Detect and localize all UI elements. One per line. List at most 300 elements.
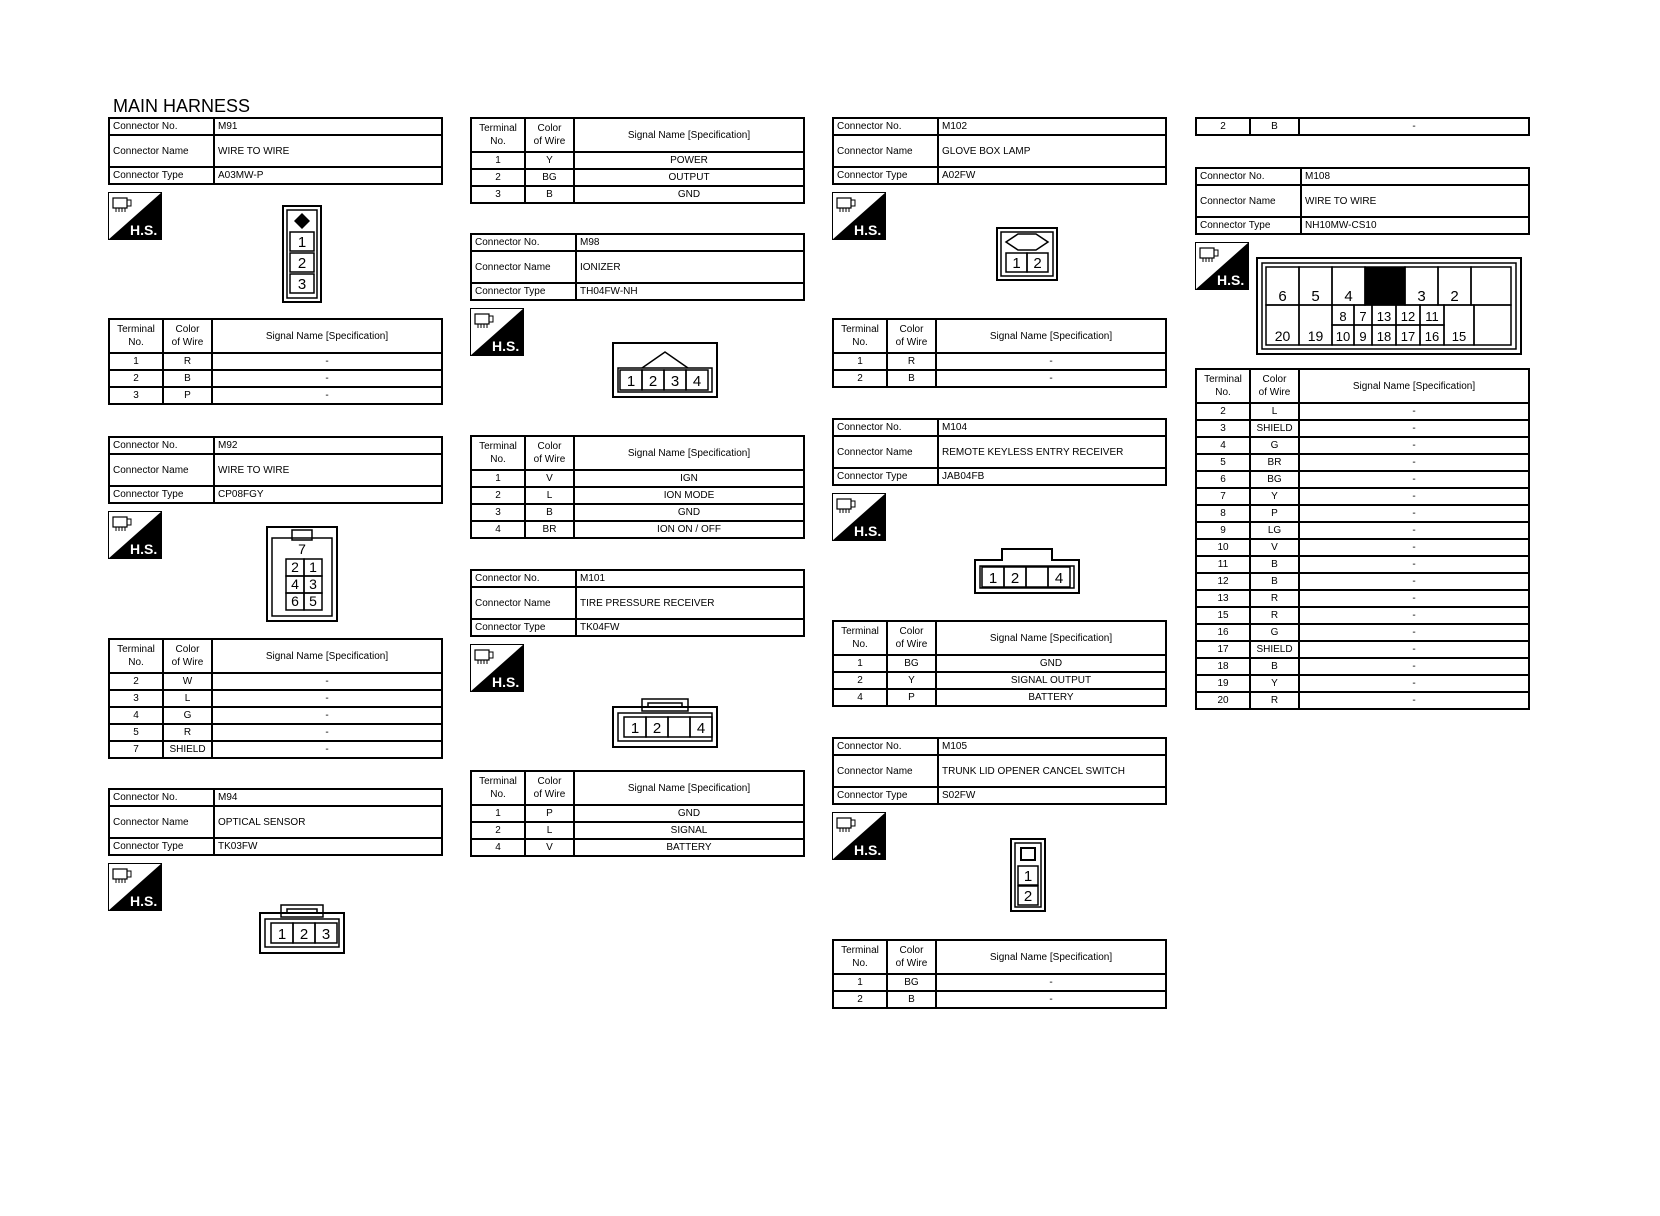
terminal-no-header: Terminal No. — [471, 436, 525, 470]
terminal-no-header: Terminal No. — [1196, 369, 1250, 403]
terminal-no-cell: 4 — [833, 689, 887, 706]
keyway-icon — [642, 352, 688, 368]
pin-label: 4 — [291, 576, 299, 592]
harness-side-icon — [108, 192, 162, 240]
pin-label: 2 — [1023, 888, 1033, 905]
connector-name-label: Connector Name — [833, 135, 938, 167]
harness-side-icon — [470, 308, 524, 356]
wire-color-cell: L — [163, 690, 212, 707]
signal-name-cell: - — [212, 387, 442, 404]
color-of-wire-header: Color of Wire — [887, 621, 936, 655]
pin-label: 2 — [297, 255, 307, 272]
table-row — [109, 741, 442, 758]
color-of-wire-header: Color of Wire — [525, 771, 574, 805]
table-row — [471, 487, 804, 504]
harness-side-icon — [108, 511, 162, 559]
signal-name-cell: - — [1299, 420, 1529, 437]
pin-cell — [1026, 567, 1048, 587]
signal-name-header: Signal Name [Specification] — [936, 621, 1166, 655]
wire-color-cell: B — [163, 370, 212, 387]
connector-type-label: Connector Type — [109, 167, 214, 184]
connector-no-label: Connector No. — [471, 570, 576, 587]
svg-text:H.S.: H.S. — [492, 338, 520, 354]
wire-color-cell: SHIELD — [1250, 641, 1299, 658]
signal-name-cell: - — [1299, 624, 1529, 641]
harness-side-icon — [108, 863, 162, 911]
connector-type-label: Connector Type — [1196, 217, 1301, 234]
signal-name-cell: - — [212, 724, 442, 741]
table-row — [1196, 437, 1529, 454]
keyway-icon — [294, 213, 310, 229]
pin-label: 4 — [696, 720, 706, 737]
terminal-no-cell: 2 — [833, 370, 887, 387]
signal-name-cell: - — [212, 690, 442, 707]
connector-no-value: M104 — [938, 419, 1166, 436]
table-row — [109, 387, 442, 404]
table-row — [471, 822, 804, 839]
wire-color-cell: B — [525, 186, 574, 203]
signal-name-cell: - — [1299, 454, 1529, 471]
terminal-no-cell: 6 — [1196, 471, 1250, 488]
wire-color-cell: G — [1250, 624, 1299, 641]
signal-name-cell: IGN — [574, 470, 804, 487]
terminal-no-cell: 1 — [833, 974, 887, 991]
terminal-no-cell: 2 — [471, 487, 525, 504]
terminal-no-cell: 2 — [109, 370, 163, 387]
color-of-wire-header: Color of Wire — [163, 639, 212, 673]
table-row — [833, 370, 1166, 387]
m104-info-table — [832, 418, 1167, 486]
pin-cell — [1471, 267, 1511, 305]
terminal-no-cell: 2 — [833, 991, 887, 1008]
signal-name-cell: - — [1299, 471, 1529, 488]
table-row — [471, 169, 804, 186]
pin-label: 1 — [1023, 868, 1033, 885]
wire-color-cell: B — [1250, 556, 1299, 573]
table-row — [1196, 590, 1529, 607]
terminal-no-cell: 1 — [109, 353, 163, 370]
terminal-no-cell: 3 — [109, 387, 163, 404]
table-row — [1196, 505, 1529, 522]
signal-name-cell: BATTERY — [936, 689, 1166, 706]
terminal-no-cell: 8 — [1196, 505, 1250, 522]
wire-color-cell: P — [525, 805, 574, 822]
terminal-no-cell: 4 — [471, 839, 525, 856]
terminal-no-cell: 12 — [1196, 573, 1250, 590]
terminal-no-header: Terminal No. — [833, 621, 887, 655]
wire-color-cell: SHIELD — [163, 741, 212, 758]
pin-label: 3 — [670, 373, 680, 390]
signal-name-cell: - — [1299, 641, 1529, 658]
signal-name-cell: - — [1299, 556, 1529, 573]
pin-label: 2 — [291, 559, 299, 575]
terminal-no-cell: 9 — [1196, 522, 1250, 539]
connector-type-label: Connector Type — [109, 486, 214, 503]
m91-info-table — [108, 117, 443, 185]
color-of-wire-header: Color of Wire — [525, 436, 574, 470]
terminal-no-cell: 1 — [471, 470, 525, 487]
connector-type-value: NH10MW-CS10 — [1301, 217, 1529, 234]
table-row — [1196, 641, 1529, 658]
connector-type-label: Connector Type — [471, 283, 576, 300]
connector-type-value: S02FW — [938, 787, 1166, 804]
wire-color-cell: G — [163, 707, 212, 724]
signal-name-cell: - — [212, 741, 442, 758]
wire-color-cell: B — [1250, 118, 1299, 135]
connector-name-label: Connector Name — [833, 436, 938, 468]
pin-label: 2 — [652, 720, 662, 737]
pin-label: 1 — [988, 570, 998, 587]
connector-name-value: WIRE TO WIRE — [214, 454, 442, 486]
pin-label: 7 — [298, 541, 306, 557]
signal-name-cell: - — [1299, 573, 1529, 590]
wire-color-cell: BR — [525, 521, 574, 538]
wire-color-cell: BG — [887, 974, 936, 991]
svg-text:H.S.: H.S. — [130, 893, 158, 909]
terminal-no-cell: 2 — [833, 672, 887, 689]
wire-color-cell: G — [1250, 437, 1299, 454]
m92-connector-face — [266, 526, 338, 622]
terminal-no-header: Terminal No. — [833, 940, 887, 974]
signal-name-cell: ION ON / OFF — [574, 521, 804, 538]
connector-no-value: M101 — [576, 570, 804, 587]
pin-label: 10 — [1335, 329, 1351, 344]
connector-name-label: Connector Name — [833, 755, 938, 787]
connector-name-label: Connector Name — [471, 587, 576, 619]
connector-no-label: Connector No. — [109, 789, 214, 806]
signal-name-cell: SIGNAL OUTPUT — [936, 672, 1166, 689]
table-row — [471, 521, 804, 538]
terminal-no-cell: 15 — [1196, 607, 1250, 624]
m108-info-table — [1195, 167, 1530, 235]
terminal-no-cell: 1 — [471, 805, 525, 822]
wire-color-cell: B — [525, 504, 574, 521]
signal-name-cell: - — [212, 673, 442, 690]
terminal-no-cell: 3 — [471, 186, 525, 203]
connector-name-value: WIRE TO WIRE — [214, 135, 442, 167]
connector-type-value: TK04FW — [576, 619, 804, 636]
wire-color-cell: P — [1250, 505, 1299, 522]
pin-label: 2 — [1010, 570, 1020, 587]
connector-name-value: IONIZER — [576, 251, 804, 283]
signal-name-cell: - — [936, 370, 1166, 387]
signal-name-cell: - — [936, 353, 1166, 370]
table-row — [1196, 420, 1529, 437]
pin-label: 12 — [1400, 309, 1416, 324]
connector-no-label: Connector No. — [833, 738, 938, 755]
table-row — [1196, 658, 1529, 675]
pin-label: 8 — [1339, 309, 1347, 324]
svg-text:H.S.: H.S. — [854, 842, 882, 858]
m101-info-table — [470, 569, 805, 637]
connector-no-label: Connector No. — [109, 437, 214, 454]
m102-info-table — [832, 117, 1167, 185]
pin-label: 5 — [309, 593, 317, 609]
terminal-no-cell: 4 — [1196, 437, 1250, 454]
wire-color-cell: Y — [525, 152, 574, 169]
signal-name-cell: - — [212, 370, 442, 387]
pin-label: 2 — [648, 373, 658, 390]
terminal-no-cell: 2 — [109, 673, 163, 690]
connector-type-label: Connector Type — [471, 619, 576, 636]
terminal-no-cell: 1 — [471, 152, 525, 169]
table-row — [471, 839, 804, 856]
m108-connector-face — [1256, 257, 1522, 355]
pin-label: 18 — [1376, 329, 1392, 344]
wire-color-cell: SHIELD — [1250, 420, 1299, 437]
color-of-wire-header: Color of Wire — [887, 319, 936, 353]
wire-color-cell: BG — [1250, 471, 1299, 488]
harness-side-icon — [832, 493, 886, 541]
connector-name-label: Connector Name — [109, 806, 214, 838]
table-row — [1196, 522, 1529, 539]
m108-terminal-table — [1195, 368, 1530, 710]
terminal-no-cell: 3 — [1196, 420, 1250, 437]
pin-label: 11 — [1425, 309, 1439, 324]
table-row — [109, 673, 442, 690]
table-row — [1196, 607, 1529, 624]
table-row — [471, 805, 804, 822]
signal-name-cell: SIGNAL — [574, 822, 804, 839]
pin-cell — [1474, 305, 1511, 345]
terminal-no-cell: 16 — [1196, 624, 1250, 641]
terminal-no-cell: 3 — [471, 504, 525, 521]
wire-color-cell: P — [163, 387, 212, 404]
pin-label: 20 — [1274, 328, 1291, 344]
terminal-no-cell: 2 — [1196, 118, 1250, 135]
wire-color-cell: L — [525, 487, 574, 504]
table-row — [1196, 539, 1529, 556]
connector-name-value: TIRE PRESSURE RECEIVER — [576, 587, 804, 619]
pin-label: 4 — [1054, 570, 1064, 587]
terminal-no-cell: 2 — [1196, 403, 1250, 420]
wire-color-cell: B — [887, 991, 936, 1008]
signal-name-header: Signal Name [Specification] — [212, 319, 442, 353]
page-title: MAIN HARNESS — [113, 96, 251, 116]
wire-color-cell: Y — [887, 672, 936, 689]
terminal-no-cell: 7 — [1196, 488, 1250, 505]
connector-type-label: Connector Type — [109, 838, 214, 855]
connector-no-label: Connector No. — [833, 419, 938, 436]
terminal-no-cell: 18 — [1196, 658, 1250, 675]
signal-name-cell: GND — [574, 504, 804, 521]
wire-color-cell: R — [163, 353, 212, 370]
pin-label: 2 — [1450, 288, 1459, 305]
terminal-no-header: Terminal No. — [833, 319, 887, 353]
svg-text:H.S.: H.S. — [492, 674, 520, 690]
wire-color-cell: B — [887, 370, 936, 387]
connector-no-label: Connector No. — [471, 234, 576, 251]
wire-color-cell: R — [887, 353, 936, 370]
m91-terminal-table — [108, 318, 443, 405]
connector-type-value: TK03FW — [214, 838, 442, 855]
pin-label: 3 — [309, 576, 317, 592]
m105-terminal-table — [832, 939, 1167, 1009]
m104-terminal-table — [832, 620, 1167, 707]
table-row — [833, 974, 1166, 991]
m104-connector-face — [974, 548, 1080, 594]
m94-connector-face — [259, 903, 345, 955]
table-row — [833, 353, 1166, 370]
connector-no-label: Connector No. — [109, 118, 214, 135]
svg-text:H.S.: H.S. — [854, 523, 882, 539]
terminal-no-header: Terminal No. — [109, 639, 163, 673]
m101-terminal-table — [470, 770, 805, 857]
wire-color-cell: R — [1250, 607, 1299, 624]
connector-no-value: M94 — [214, 789, 442, 806]
connector-no-value: M91 — [214, 118, 442, 135]
signal-name-header: Signal Name [Specification] — [936, 940, 1166, 974]
terminal-no-cell: 7 — [109, 741, 163, 758]
signal-name-cell: BATTERY — [574, 839, 804, 856]
signal-name-cell: - — [1299, 658, 1529, 675]
pin-label: 6 — [291, 593, 299, 609]
table-row — [833, 991, 1166, 1008]
wire-color-cell: V — [525, 839, 574, 856]
m92-info-table — [108, 436, 443, 504]
table-row — [1196, 118, 1529, 135]
wire-color-cell: R — [1250, 692, 1299, 709]
svg-text:H.S.: H.S. — [130, 222, 158, 238]
connector-name-label: Connector Name — [1196, 185, 1301, 217]
table-row — [471, 152, 804, 169]
terminal-no-cell: 3 — [109, 690, 163, 707]
signal-name-cell: - — [936, 974, 1166, 991]
harness-side-icon — [832, 192, 886, 240]
wire-color-cell: R — [1250, 590, 1299, 607]
connector-name-value: REMOTE KEYLESS ENTRY RECEIVER — [938, 436, 1166, 468]
signal-name-cell: - — [1299, 522, 1529, 539]
wire-color-cell: W — [163, 673, 212, 690]
terminal-no-cell: 20 — [1196, 692, 1250, 709]
pin-cell — [668, 717, 690, 737]
m101-connector-face — [612, 697, 718, 749]
wire-color-cell: V — [525, 470, 574, 487]
connector-no-value: M98 — [576, 234, 804, 251]
connector-type-value: A03MW-P — [214, 167, 442, 184]
terminal-no-cell: 13 — [1196, 590, 1250, 607]
signal-name-cell: OUTPUT — [574, 169, 804, 186]
terminal-no-cell: 4 — [471, 521, 525, 538]
signal-name-cell: - — [936, 991, 1166, 1008]
table-row — [833, 672, 1166, 689]
wire-color-cell: B — [1250, 573, 1299, 590]
signal-name-cell: GND — [936, 655, 1166, 672]
svg-text:H.S.: H.S. — [130, 541, 158, 557]
signal-name-cell: - — [1299, 505, 1529, 522]
signal-name-cell: GND — [574, 805, 804, 822]
keyway-icon — [1365, 267, 1405, 305]
m102-connector-face — [996, 227, 1058, 281]
signal-name-cell: - — [1299, 403, 1529, 420]
signal-name-cell: - — [1299, 675, 1529, 692]
terminal-no-cell: 4 — [109, 707, 163, 724]
connector-type-value: JAB04FB — [938, 468, 1166, 485]
connector-name-value: TRUNK LID OPENER CANCEL SWITCH — [938, 755, 1166, 787]
m102-terminal-table — [832, 318, 1167, 388]
pin-label: 7 — [1359, 309, 1367, 324]
signal-name-cell: - — [1299, 692, 1529, 709]
wire-color-cell: P — [887, 689, 936, 706]
table-row — [1196, 624, 1529, 641]
connector-name-value: GLOVE BOX LAMP — [938, 135, 1166, 167]
table-row — [109, 724, 442, 741]
wire-color-cell: L — [1250, 403, 1299, 420]
pin-label: 2 — [1033, 255, 1042, 272]
pin-label: 1 — [297, 234, 307, 251]
pin-label: 17 — [1400, 329, 1416, 344]
connector-no-value: M92 — [214, 437, 442, 454]
table-row — [109, 353, 442, 370]
signal-name-cell: ION MODE — [574, 487, 804, 504]
terminal-no-cell: 2 — [471, 169, 525, 186]
signal-name-header: Signal Name [Specification] — [574, 771, 804, 805]
harness-side-icon — [470, 644, 524, 692]
pin-label: 3 — [321, 926, 331, 943]
m105-info-table — [832, 737, 1167, 805]
signal-name-cell: - — [1299, 118, 1529, 135]
terminal-no-cell: 5 — [109, 724, 163, 741]
signal-name-cell: POWER — [574, 152, 804, 169]
pin-label: 15 — [1451, 329, 1467, 344]
table-row — [1196, 675, 1529, 692]
pin-label: 4 — [692, 373, 702, 390]
pin-label: 1 — [626, 373, 636, 390]
connector-name-label: Connector Name — [471, 251, 576, 283]
pin-label: 1 — [630, 720, 640, 737]
color-of-wire-header: Color of Wire — [1250, 369, 1299, 403]
terminal-no-cell: 19 — [1196, 675, 1250, 692]
connector-type-value: A02FW — [938, 167, 1166, 184]
table-row — [1196, 471, 1529, 488]
terminal-no-cell: 5 — [1196, 454, 1250, 471]
wire-color-cell: L — [525, 822, 574, 839]
table-row — [471, 470, 804, 487]
signal-name-header: Signal Name [Specification] — [1299, 369, 1529, 403]
m94-info-table — [108, 788, 443, 856]
connector-type-label: Connector Type — [833, 787, 938, 804]
m105-terminal-table-continued — [1195, 117, 1530, 136]
pin-label: 13 — [1376, 309, 1392, 324]
pin-label: 5 — [1311, 288, 1320, 305]
pin-label: 3 — [297, 276, 307, 293]
connector-type-value: CP08FGY — [214, 486, 442, 503]
table-row — [833, 689, 1166, 706]
wire-color-cell: Y — [1250, 675, 1299, 692]
wire-color-cell: B — [1250, 658, 1299, 675]
m98-info-table — [470, 233, 805, 301]
terminal-no-header: Terminal No. — [109, 319, 163, 353]
keyway-icon — [1006, 234, 1048, 250]
connector-name-value: OPTICAL SENSOR — [214, 806, 442, 838]
table-row — [471, 186, 804, 203]
connector-no-value: M102 — [938, 118, 1166, 135]
wire-color-cell: LG — [1250, 522, 1299, 539]
pin-label: 3 — [1417, 288, 1426, 305]
connector-no-value: M108 — [1301, 168, 1529, 185]
terminal-no-cell: 10 — [1196, 539, 1250, 556]
table-row — [1196, 573, 1529, 590]
table-row — [109, 707, 442, 724]
table-row — [109, 690, 442, 707]
signal-name-cell: - — [1299, 607, 1529, 624]
connector-type-value: TH04FW-NH — [576, 283, 804, 300]
connector-name-label: Connector Name — [109, 135, 214, 167]
pin-label: 6 — [1278, 288, 1287, 305]
svg-text:H.S.: H.S. — [854, 222, 882, 238]
m98-terminal-table — [470, 435, 805, 539]
svg-text:H.S.: H.S. — [1217, 272, 1245, 288]
